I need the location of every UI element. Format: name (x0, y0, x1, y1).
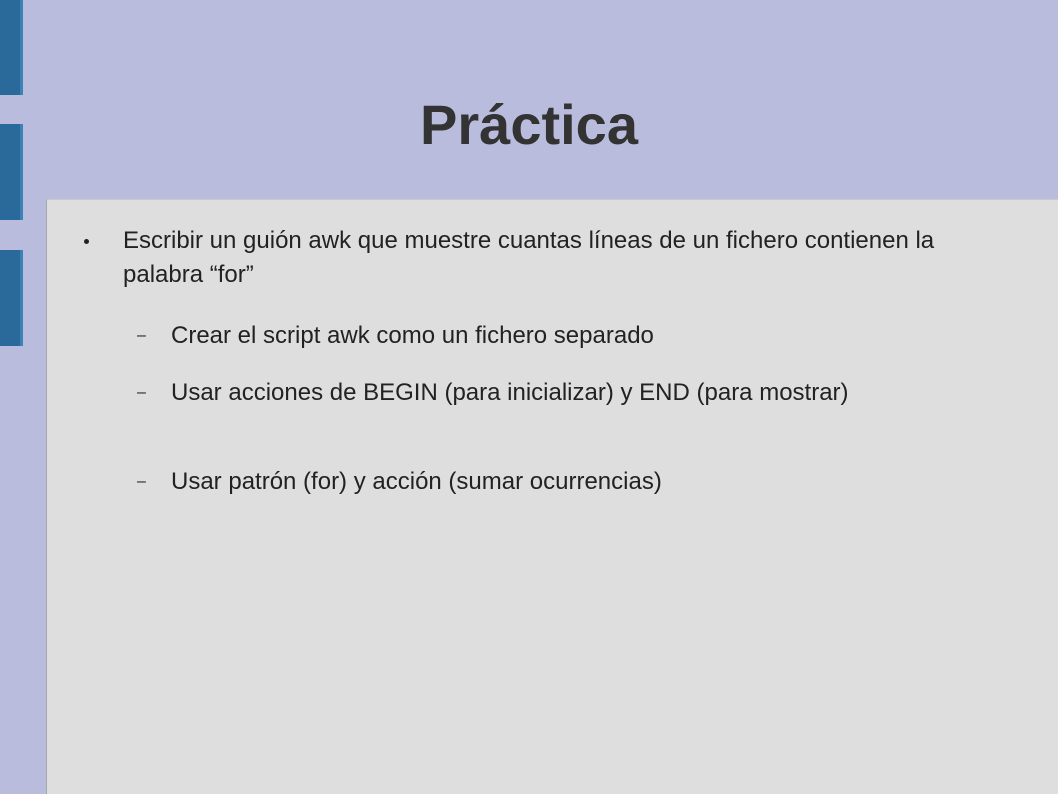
side-tab-decoration-1 (0, 0, 21, 95)
slide-title: Práctica (420, 93, 638, 156)
sub-bullet-text: Crear el script awk como un fichero separado (171, 322, 654, 349)
bullet-item (84, 224, 1004, 292)
sub-bullet-item (137, 466, 997, 498)
dash-icon: – (137, 384, 146, 401)
sub-bullet-text: Usar acciones de BEGIN (para inicializar) y END (para mostrar) (171, 379, 849, 406)
sub-bullet-item (137, 377, 997, 409)
side-tab-decoration-3 (0, 250, 21, 346)
sub-bullet-item (137, 320, 997, 352)
bullet-text: Escribir un guión awk que muestre cuantas líneas de un fichero contienen la palabra “for” (123, 227, 935, 288)
bullet-dot-icon (84, 239, 89, 244)
dash-icon: – (137, 327, 146, 344)
sub-bullet-text: Usar patrón (for) y acción (sumar ocurrencias) (171, 468, 662, 495)
dash-icon: – (137, 473, 146, 490)
